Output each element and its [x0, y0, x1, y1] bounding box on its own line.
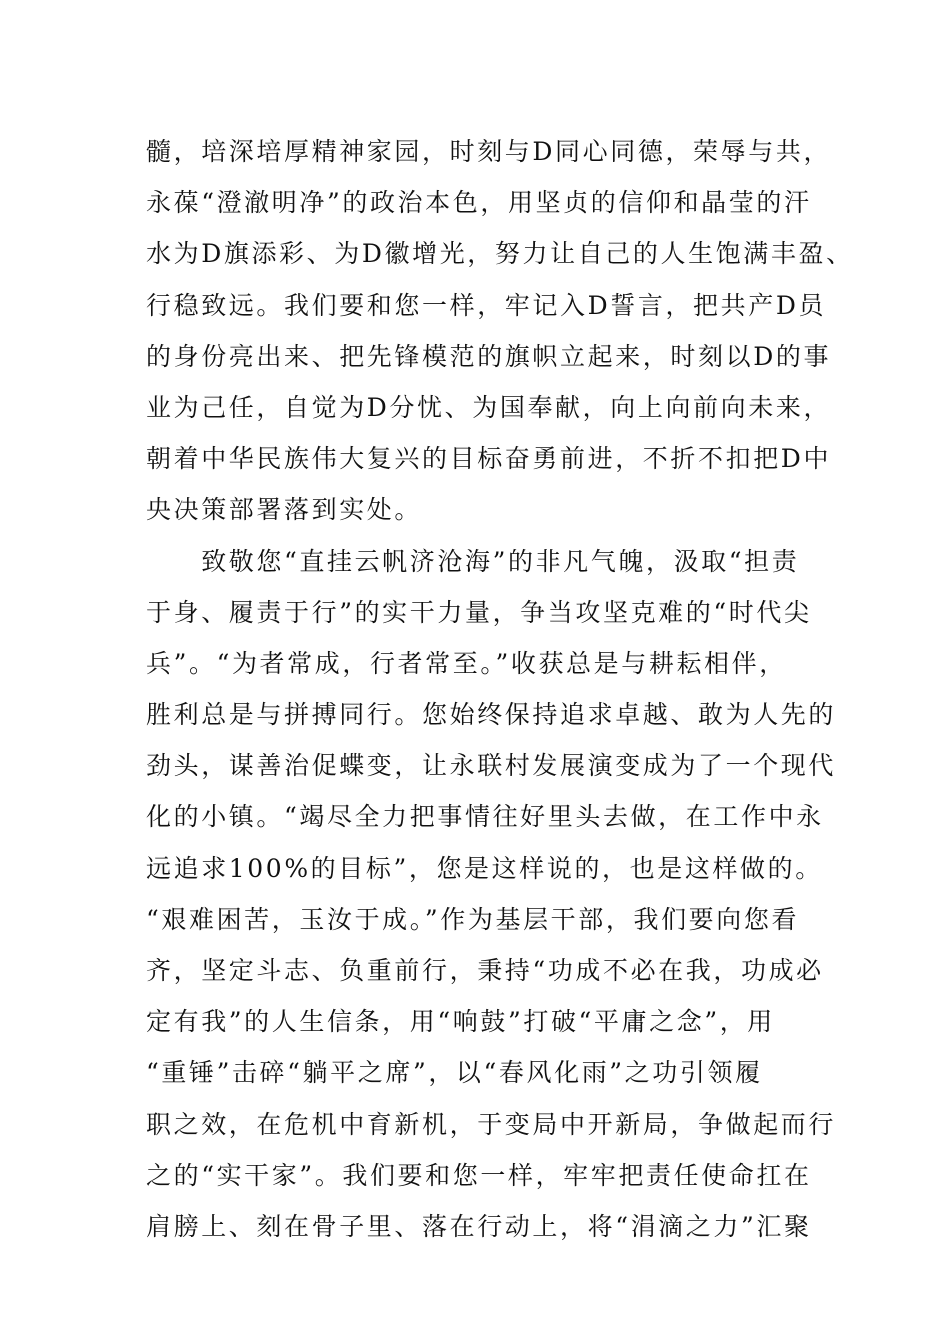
- text-line: 央决策部署落到实处。: [146, 495, 423, 525]
- text-line: 远追求100%的目标”，您是这样说的，也是这样做的。: [146, 853, 823, 883]
- text-line: 定有我”的人生信条，用“响鼓”打破“平庸之念”，用: [146, 1007, 775, 1037]
- text-line: 之的“实干家”。我们要和您一样，牢牢把责任使命扛在: [146, 1160, 812, 1190]
- text-line: 肩膀上、刻在骨子里、落在行动上，将“涓滴之力”汇聚: [146, 1211, 812, 1241]
- text-line: 胜利总是与拼搏同行。您始终保持追求卓越、敢为人先的: [146, 700, 837, 730]
- text-line: 髓，培深培厚精神家园，时刻与D同心同德，荣辱与共，: [146, 137, 832, 166]
- text-line: 的身份亮出来、把先锋模范的旗帜立起来，时刻以D的事: [146, 341, 832, 371]
- text-line: 致敬您“直挂云帆济沧海”的非凡气魄，汲取“担责: [146, 546, 800, 576]
- text-line: 永葆“澄澈明净”的政治本色，用坚贞的信仰和晶莹的汗: [146, 188, 812, 218]
- text-line: 兵”。“为者常成，行者常至。”收获总是与耕耘相伴，: [146, 648, 787, 678]
- text-line: 劲头，谋善治促蝶变，让永联村发展演变成为了一个现代: [146, 751, 837, 781]
- text-line: 水为D旗添彩、为D徽增光，努力让自己的人生饱满丰盈、: [146, 239, 854, 269]
- body-text: [146, 130, 854, 1256]
- text-line: 业为己任，自觉为D分忧、为国奉献，向上向前向未来，: [146, 392, 832, 422]
- text-line: 化的小镇。“竭尽全力把事情往好里头去做，在工作中永: [146, 802, 824, 832]
- text-line: “重锤”击碎“躺平之席”，以“春风化雨”之功引领履: [146, 1058, 763, 1088]
- text-line: “艰难困苦，玉汝于成。”作为基层干部，我们要向您看: [146, 904, 800, 934]
- text-line: 朝着中华民族伟大复兴的目标奋勇前进，不折不扣把D中: [146, 444, 832, 474]
- text-line: 职之效，在危机中育新机，于变局中开新局，争做起而行: [146, 1109, 837, 1139]
- text-line: 于身、履责于行”的实干力量，争当攻坚克难的“时代尖: [146, 597, 812, 627]
- text-line: 齐，坚定斗志、负重前行，秉持“功成不必在我，功成必: [146, 956, 824, 985]
- text-line: 行稳致远。我们要和您一样，牢记入D誓言，把共产D员: [146, 290, 827, 320]
